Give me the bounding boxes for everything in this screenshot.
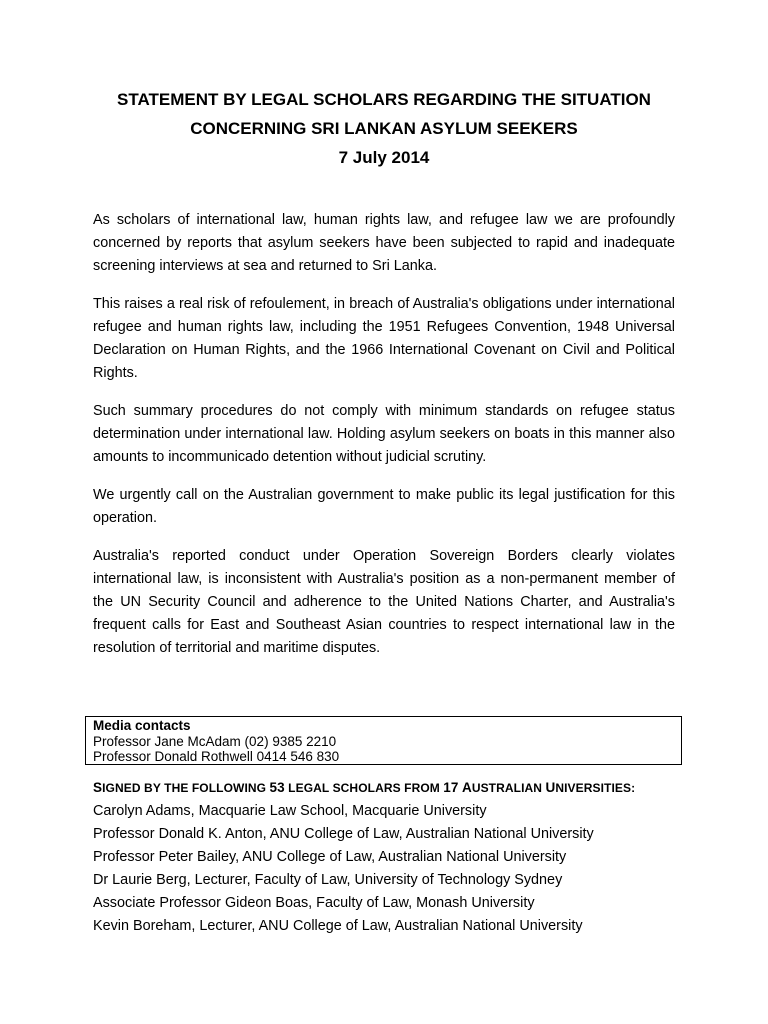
scholar-count: 53 [269, 780, 285, 795]
signatory-item: Kevin Boreham, Lecturer, ANU College of Law, Australian National University [93, 918, 583, 934]
signatory-item: Dr Laurie Berg, Lecturer, Faculty of Law, University of Technology Sydney [93, 872, 563, 888]
title-line-1: STATEMENT BY LEGAL SCHOLARS REGARDING THE SITUATION [117, 90, 651, 109]
sc-letter: S [93, 780, 103, 795]
signatory-item: Professor Donald K. Anton, ANU College of Law, Australian National University [93, 826, 594, 842]
sc-text: IGNED BY THE FOLLOWING [102, 781, 270, 795]
media-contact-2: Professor Donald Rothwell 0414 546 830 [93, 749, 340, 764]
university-count: 17 [443, 780, 459, 795]
sc-text: NIVERSITIES: [555, 781, 636, 795]
sc-letter: U [545, 780, 556, 795]
statement-title [0, 85, 768, 172]
signatories-heading [93, 780, 635, 795]
paragraph-4: We urgently call on the Australian government to make public its legal justification for this operation. [93, 487, 675, 526]
signatory-item: Associate Professor Gideon Boas, Faculty of Law, Monash University [93, 895, 535, 911]
sc-text: LEGAL SCHOLARS FROM [284, 781, 444, 795]
signatory-item: Carolyn Adams, Macquarie Law School, Macquarie University [93, 803, 487, 819]
sc-text: USTRALIAN [471, 781, 546, 795]
signatories-list [93, 800, 594, 938]
statement-date: 7 July 2014 [338, 148, 430, 167]
signatory-item: Professor Peter Bailey, ANU College of Law, Australian National University [93, 849, 567, 865]
paragraph-5: Australia's reported conduct under Operation Sovereign Borders clearly violates international law, is inconsistent with Australia's position as a non-permanent member of the UN Security Council and adherence to the United Nations Charter, and Australia's frequent calls for East and Southeast Asian countries to respect international law in the resolution of territorial and maritime disputes. [93, 548, 675, 656]
statement-body [93, 209, 675, 675]
paragraph-1: As scholars of international law, human rights law, and refugee law we are profoundly concerned by reports that asylum seekers have been subjected to rapid and inadequate screening interviews at sea and returned to Sri Lanka. [93, 212, 675, 274]
media-contact-1: Professor Jane McAdam (02) 9385 2210 [93, 733, 337, 749]
title-line-2: CONCERNING SRI LANKAN ASYLUM SEEKERS [190, 119, 578, 138]
media-contacts-box [85, 716, 682, 765]
media-contacts-heading: Media contacts [93, 718, 191, 733]
paragraph-2: This raises a real risk of refoulement, in breach of Australia's obligations under international refugee and human rights law, including the 1951 Refugees Convention, 1948 Universal Declaration on Human Rights, and the 1966 International Covenant on Civil and Political Rights. [93, 296, 675, 381]
sc-letter: A [461, 780, 472, 795]
paragraph-3: Such summary procedures do not comply with minimum standards on refugee status determination under international law. Holding asylum seekers on boats in this manner also amounts to incommunicado detention without judicial scrutiny. [93, 403, 675, 465]
